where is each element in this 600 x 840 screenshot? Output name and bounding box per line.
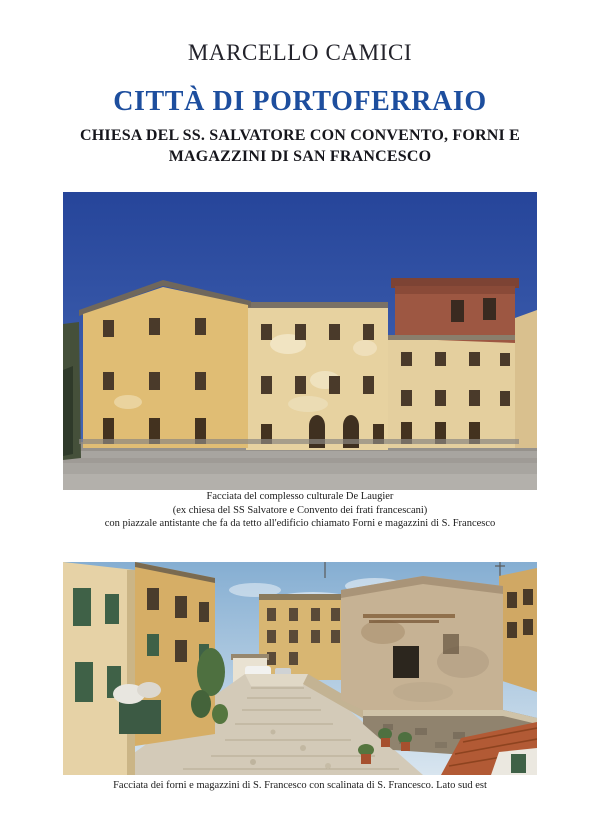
caption-line: (ex chiesa del SS Salvatore e Convento dei frati francescani) [172,504,428,516]
page-title: CITTÀ DI PORTOFERRAIO [113,86,487,117]
building-far-right [515,310,537,448]
caption-line: con piazzale antistante che fa da tetto all'edificio chiamato Forni e magazzini di S. Francesco [104,518,496,529]
building-base-shadow [79,439,519,444]
building-middle-section [246,302,388,450]
caption-line: Facciata dei forni e magazzini di S. Francesco con scalinata di S. Francesco. Lato sud est [113,780,487,791]
caption-line: Facciata del complesso culturale De Laugier [206,491,394,502]
building-right-wing [385,335,515,448]
subtitle: CHIESA DEL SS. SALVATORE CON CONVENTO, FORNI E MAGAZZINI DI SAN FRANCESCO [80,127,520,166]
photo1-caption [40,490,560,531]
photo1-illustration [63,192,537,490]
author-name: MARCELLO CAMICI [187,40,413,65]
right-far-building [499,568,537,692]
left-foreground-building [63,562,135,775]
trees-left [63,322,81,460]
photo2-illustration [63,562,537,775]
photo-de-laugier-facade [63,192,537,490]
photo2-caption [30,779,570,793]
building-left-wing [79,280,251,448]
photo-scalinata-san-francesco [63,562,537,775]
distant-building [259,594,347,680]
right-old-building [341,576,503,710]
